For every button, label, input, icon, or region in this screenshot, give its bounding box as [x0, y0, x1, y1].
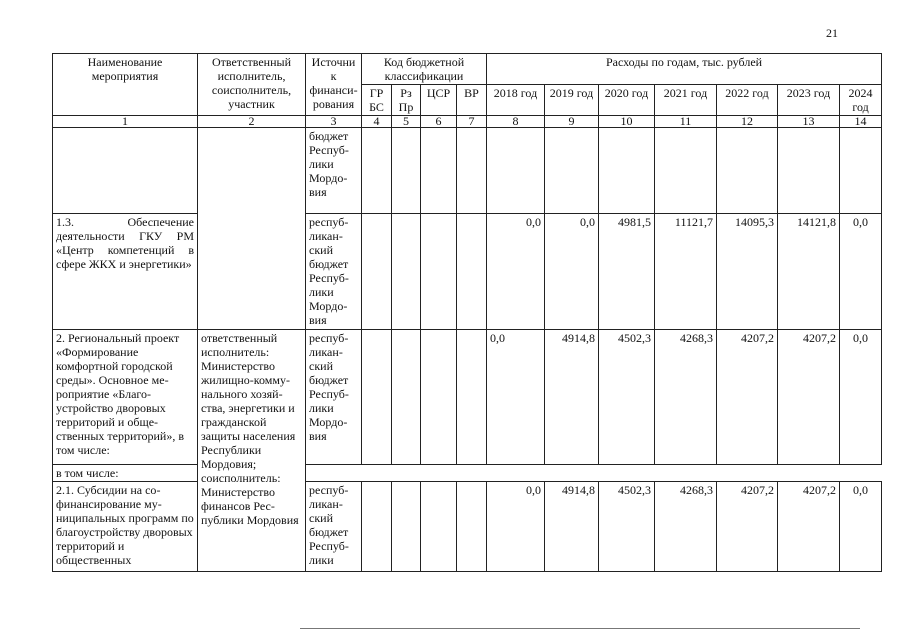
table-row: [53, 465, 882, 482]
header-year: 2020 год: [599, 85, 655, 116]
row-value: 4914,8: [545, 482, 599, 572]
row-name: в том числе:: [53, 465, 198, 482]
header-year: 2023 год: [778, 85, 840, 116]
header-rzpr: Рз Пр: [392, 85, 421, 116]
header-grbs: ГР БС: [362, 85, 392, 116]
column-number: 11: [655, 116, 717, 128]
header-csr: ЦСР: [421, 85, 457, 116]
row-value: 4207,2: [717, 482, 778, 572]
row-value: 4268,3: [655, 482, 717, 572]
row-value: 0,0: [487, 214, 545, 330]
row-value: 4207,2: [778, 330, 840, 465]
column-number: 14: [840, 116, 882, 128]
column-number: 8: [487, 116, 545, 128]
row-value: [655, 128, 717, 214]
row-value: 14121,8: [778, 214, 840, 330]
header-year: 2024 год: [840, 85, 882, 116]
row-value: 4207,2: [717, 330, 778, 465]
row-value: [778, 128, 840, 214]
row-name: 2. Региональный проект «Формирование комфортной городской среды». Основное мероприятие «Благоустройство дворовых территорий и общественных территорий», в том числе:: [53, 330, 198, 465]
column-number: 4: [362, 116, 392, 128]
table-row: [53, 214, 882, 330]
column-number: 1: [53, 116, 198, 128]
header-budget-code: Код бюджетной классификации: [362, 54, 487, 85]
row-value: [717, 128, 778, 214]
header-year: 2019 год: [545, 85, 599, 116]
column-number: 6: [421, 116, 457, 128]
header-expenses: Расходы по годам, тыс. рублей: [487, 54, 882, 85]
table-row: [53, 128, 882, 214]
row-name: 2.1. Субсидии на софинансирование муниципальных программ по благоустройству дворовых территорий и общественных: [53, 482, 198, 572]
row-value: 11121,7: [655, 214, 717, 330]
row-value: 0,0: [840, 482, 882, 572]
column-number: 12: [717, 116, 778, 128]
row-value: [840, 128, 882, 214]
column-number: 3: [306, 116, 362, 128]
row-source: республиканский бюджет Республики Мордовия: [306, 214, 362, 330]
row-value: 4914,8: [545, 330, 599, 465]
row-source: республиканский бюджет Республики Мордовия: [306, 330, 362, 465]
row-value: 4502,3: [599, 330, 655, 465]
row-value: [599, 128, 655, 214]
row-value: 0,0: [840, 214, 882, 330]
column-number-row: [53, 116, 882, 128]
column-number: 10: [599, 116, 655, 128]
budget-table: [52, 53, 882, 572]
table-row: [53, 482, 882, 572]
header-row-1: [53, 54, 882, 85]
column-number: 7: [457, 116, 487, 128]
column-number: 9: [545, 116, 599, 128]
header-year: 2022 год: [717, 85, 778, 116]
row-value: 4981,5: [599, 214, 655, 330]
row-executor: [198, 128, 306, 214]
row-name: [53, 128, 198, 214]
row-value: 14095,3: [717, 214, 778, 330]
column-number: 13: [778, 116, 840, 128]
row-value: 4502,3: [599, 482, 655, 572]
row-value: [487, 128, 545, 214]
row-executor: ответственный исполнитель: Министерство жилищно-коммунального хозяйства, энергетики и гражданской защиты населения Республики Мордовия; соисполнитель: Министерство финансов Республики Мордовия: [198, 330, 306, 572]
row-value: [545, 128, 599, 214]
row-source: бюджет Республики Мордовия: [306, 128, 362, 214]
column-number: 2: [198, 116, 306, 128]
row-value: 0,0: [487, 482, 545, 572]
row-source: республиканский бюджет Республики: [306, 482, 362, 572]
row-value: 0,0: [545, 214, 599, 330]
row-value: 0,0: [840, 330, 882, 465]
row-name: 1.3. Обеспечение деятельности ГКУ РМ «Центр компетенций в сфере ЖКХ и энергетики»: [53, 214, 198, 330]
page-number: 21: [826, 26, 838, 40]
header-year: 2021 год: [655, 85, 717, 116]
footer-divider: [300, 628, 860, 629]
column-number: 5: [392, 116, 421, 128]
header-year: 2018 год: [487, 85, 545, 116]
row-executor: [198, 214, 306, 330]
row-value: 4268,3: [655, 330, 717, 465]
header-source: Источник финансирования: [306, 54, 362, 116]
table-row: [53, 330, 882, 465]
header-name: Наименование мероприятия: [53, 54, 198, 116]
header-vr: ВР: [457, 85, 487, 116]
row-value: 4207,2: [778, 482, 840, 572]
row-value: 0,0: [487, 330, 545, 465]
header-executor: Ответственный исполнитель, соисполнитель, участник: [198, 54, 306, 116]
